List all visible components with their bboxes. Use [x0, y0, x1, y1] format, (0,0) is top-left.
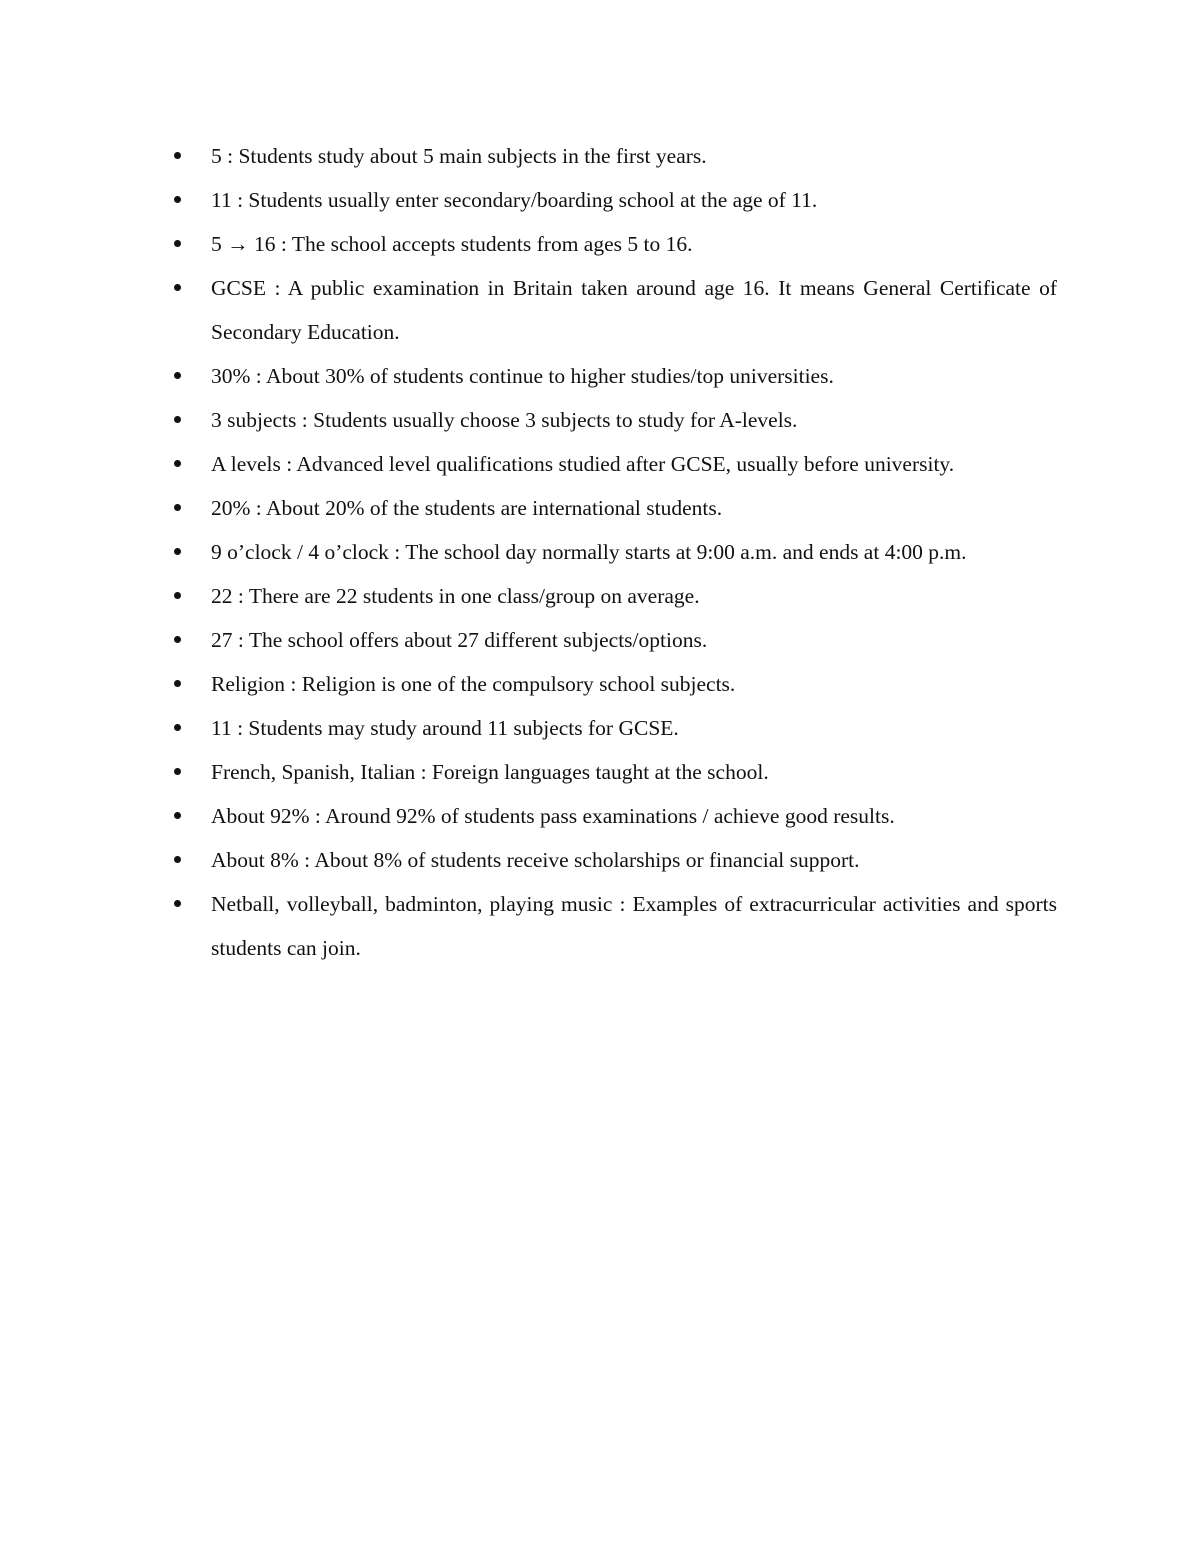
list-item-text: 27 : The school offers about 27 different subjects/options. [211, 628, 708, 652]
bullet-icon [174, 284, 181, 291]
list-item-text: 30% : About 30% of students continue to higher studies/top universities. [211, 364, 834, 388]
bullet-icon [174, 372, 181, 379]
list-item-text: About 8% : About 8% of students receive scholarships or financial support. [211, 848, 860, 872]
list-item [211, 134, 1057, 178]
bullet-icon [174, 460, 181, 467]
list-item-text: 11 : Students may study around 11 subjects for GCSE. [211, 716, 679, 740]
list-item-text: 20% : About 20% of the students are international students. [211, 496, 723, 520]
list-item-text: 9 o’clock / 4 o’clock : The school day normally starts at 9:00 a.m. and ends at 4:00 p.m. [211, 540, 967, 564]
list-item [211, 838, 1057, 882]
list-item-text: Netball, volleyball, badminton, playing music : Examples of extracurricular activities and sports students can join. [211, 892, 1057, 960]
list-item-text: 11 : Students usually enter secondary/boarding school at the age of 11. [211, 188, 818, 212]
list-item-text: 5 → 16 : The school accepts students from ages 5 to 16. [211, 232, 693, 256]
bullet-icon [174, 240, 181, 247]
list-item [211, 530, 1057, 574]
bullet-icon [174, 768, 181, 775]
bullet-icon [174, 812, 181, 819]
list-item-text: A levels : Advanced level qualifications studied after GCSE, usually before university. [211, 452, 955, 476]
list-item [211, 266, 1057, 354]
bullet-icon [174, 724, 181, 731]
bullet-icon [174, 416, 181, 423]
list-item [211, 486, 1057, 530]
list-item-text: 5 : Students study about 5 main subjects in the first years. [211, 144, 707, 168]
list-item [211, 882, 1057, 970]
list-item [211, 706, 1057, 750]
list-item [211, 574, 1057, 618]
list-item-text: 3 subjects : Students usually choose 3 subjects to study for A-levels. [211, 408, 798, 432]
list-item-text: GCSE : A public examination in Britain taken around age 16. It means General Certificate of Secondary Education. [211, 276, 1057, 344]
list-item [211, 398, 1057, 442]
bullet-icon [174, 900, 181, 907]
bullet-icon [174, 504, 181, 511]
bullet-icon [174, 196, 181, 203]
list-item-text: 22 : There are 22 students in one class/group on average. [211, 584, 700, 608]
bullet-icon [174, 856, 181, 863]
list-item [211, 442, 1057, 486]
list-item [211, 750, 1057, 794]
bullet-icon [174, 680, 181, 687]
list-item [211, 662, 1057, 706]
bullet-icon [174, 152, 181, 159]
list-item [211, 794, 1057, 838]
list-item [211, 354, 1057, 398]
list-item [211, 222, 1057, 266]
bullet-icon [174, 592, 181, 599]
list-item [211, 618, 1057, 662]
bullet-icon [174, 548, 181, 555]
list-item [211, 178, 1057, 222]
list-item-text: About 92% : Around 92% of students pass examinations / achieve good results. [211, 804, 895, 828]
list-item-text: Religion : Religion is one of the compulsory school subjects. [211, 672, 736, 696]
list-item-text: French, Spanish, Italian : Foreign languages taught at the school. [211, 760, 769, 784]
bullet-icon [174, 636, 181, 643]
bullet-list [211, 134, 1057, 970]
